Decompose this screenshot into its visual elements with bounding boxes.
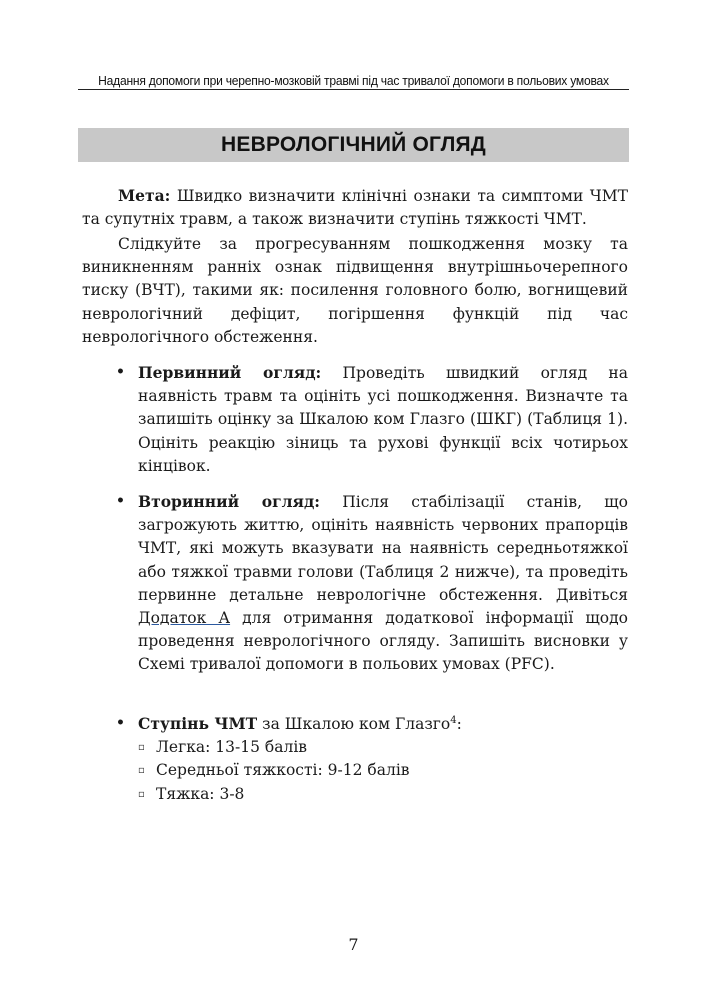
severity-colon: : [456, 715, 462, 733]
secondary-survey-text: Після стабілізації станів, що загрожують життю, оцініть наявність червоних прапорців ЧМТ, які можуть вказувати на наявність середньотяжкої або тяжкої травми голови (Таблиця 2 нижче), та проведіть первинне детальне неврологічне обстеження. Дивіться [138, 493, 628, 604]
severity-level-text: Легка: 13-15 балів [156, 738, 308, 757]
sub-bullet-marker: ▫ [138, 788, 145, 800]
primary-survey-text: Проведіть швидкий огляд на наявність травм та оцініть усі пошкодження. Визначте та запишіть оцінку за Шкалою ком Глазго (ШКГ) (Таблиця 1). Оцініть реакцію зіниць та рухові функції всіх чотирьох кінцівок. [138, 364, 629, 475]
tracking-paragraph: Слідкуйте за прогресуванням пошкодження мозку та виникненням ранніх ознак підвищення внутрішньочерепного тиску (ВЧТ), такими як: посилення головного болю, вогнищевий неврологічний дефіцит, погіршення функцій під час неврологічного обстеження. [82, 235, 628, 346]
running-header: Надання допомоги при черепно-мозковій травмі під час тривалої допомоги в польових умовах [98, 73, 609, 88]
bullet-marker: • [116, 715, 125, 731]
severity-level-moderate [138, 759, 628, 782]
list-item-secondary-survey [116, 490, 628, 677]
severity-level-text: Тяжка: 3-8 [156, 784, 245, 803]
appendix-a-link[interactable]: Додаток А [138, 609, 231, 628]
list-item-tbi-severity [116, 712, 628, 806]
secondary-survey-text-end: для отримання додаткової інформації щодо проведення неврологічного огляду. Запишіть висновки у Схемі тривалої допомоги в польових умовах (PFC). [138, 609, 628, 674]
severity-levels-list [138, 736, 628, 806]
list-item-primary-survey [116, 361, 628, 478]
goal-text: Швидко визначити клінічні ознаки та симптоми ЧМТ та супутніх травм, а також визначити ступінь тяжкості ЧМТ. [82, 187, 628, 229]
sub-bullet-marker: ▫ [138, 742, 145, 754]
severity-level-severe [138, 783, 628, 806]
footnote-reference[interactable]: 4 [450, 714, 457, 726]
bullet-list-severity [116, 712, 628, 806]
bullet-marker: • [116, 364, 125, 380]
section-title: НЕВРОЛОГІЧНИЙ ОГЛЯД [221, 133, 486, 156]
section-title-banner [78, 128, 629, 162]
secondary-survey-label: Вторинний огляд: [138, 492, 321, 511]
primary-survey-label: Первинний огляд: [138, 363, 322, 382]
bullet-list-secondary [116, 490, 628, 677]
bullet-marker: • [116, 493, 125, 509]
sub-bullet-marker: ▫ [138, 765, 145, 777]
bullet-list-primary [116, 361, 628, 478]
goal-label: Мета: [118, 186, 171, 205]
severity-level-text: Середньої тяжкості: 9-12 балів [156, 761, 410, 780]
header-rule [78, 89, 629, 90]
severity-text: за Шкалою ком Глазго [257, 715, 451, 733]
severity-level-mild [138, 736, 628, 759]
goal-paragraph [82, 184, 628, 231]
page-number: 7 [348, 935, 359, 954]
severity-label: Ступінь ЧМТ [138, 714, 258, 733]
